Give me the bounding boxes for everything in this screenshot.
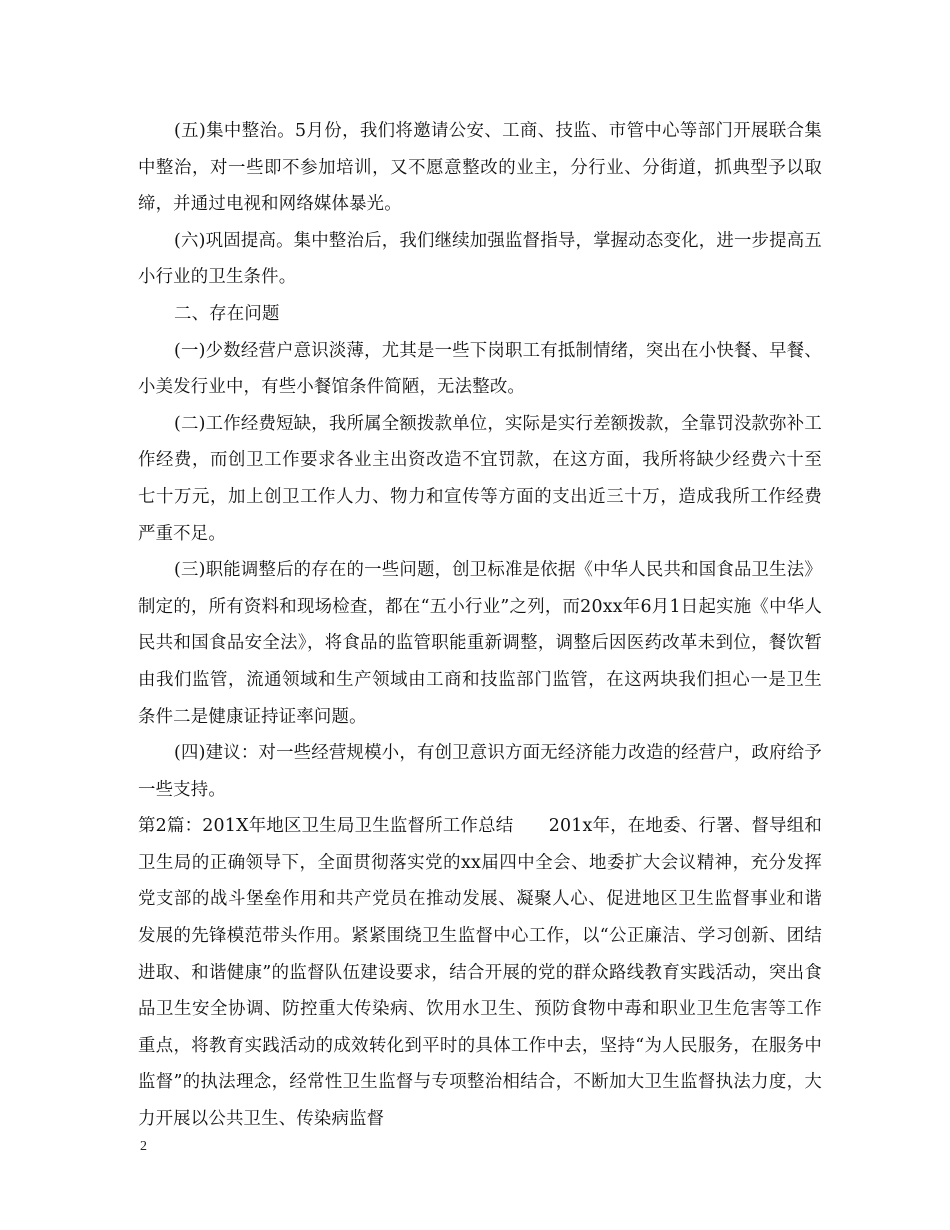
document-body bbox=[138, 113, 822, 1138]
paragraph-suggestion: (四)建议：对一些经营规模小，有创卫意识方面无经济能力改造的经营户，政府给予一些支持。 bbox=[138, 743, 822, 800]
paragraph-article-2-summary: 第2篇：201X年地区卫生局卫生监督所工作总结 201x年，在地委、行署、督导组和卫生局的正确领导下，全面贯彻落实党的xx届四中全会、地委扩大会议精神，充分发挥党支部的战斗堡垒作用和共产党员在推动发展、凝聚人心、促进地区卫生监督事业和谐发展的先锋模范带头作用。紧紧围绕卫生监督中心工作，以“公正廉洁、学习创新、团结进取、和谐健康”的监督队伍建设要求，结合开展的党的群众路线教育实践活动，突出食品卫生安全协调、防控重大传染病、饮用水卫生、预防食物中毒和职业卫生危害等工作重点，将教育实践活动的成效转化到平时的具体工作中去，坚持“为人民服务，在服务中监督”的执法理念，经常性卫生监督与专项整治相结合，不断加大卫生监督执法力度，大力开展以公共卫生、传染病监督 bbox=[138, 816, 822, 1130]
paragraph-problem-function-adjustment: (三)职能调整后的存在的一些问题，创卫标准是依据《中华人民共和国食品卫生法》制定的，所有资料和现场检查，都在“五小行业”之列，而20xx年6月1日起实施《中华人民共和国食品安全法》，将食品的监管职能重新调整，调整后因医药改革未到位，餐饮暂由我们监管，流通领域和生产领域由工商和技监部门监管，在这两块我们担心一是卫生条件二是健康证持证率问题。 bbox=[138, 560, 822, 727]
paragraph-centralized-rectification: (五)集中整治。5月份，我们将邀请公安、工商、技监、市管中心等部门开展联合集中整治，对一些即不参加培训，又不愿意整改的业主，分行业、分街道，抓典型予以取缔，并通过电视和网络媒体暴光。 bbox=[138, 121, 822, 215]
page-number: 2 bbox=[140, 1139, 147, 1154]
paragraph-problem-awareness: (一)少数经营户意识淡薄，尤其是一些下岗职工有抵制情绪，突出在小快餐、早餐、小美发行业中，有些小餐馆条件简陋，无法整改。 bbox=[138, 340, 822, 398]
paragraph-consolidation: (六)巩固提高。集中整治后，我们继续加强监督指导，掌握动态变化，进一步提高五小行业的卫生条件。 bbox=[138, 230, 822, 288]
section-heading-existing-problems: 二、存在问题 bbox=[174, 303, 280, 324]
paragraph-problem-funding: (二)工作经费短缺，我所属全额拨款单位，实际是实行差额拨款，全靠罚没款弥补工作经费，而创卫工作要求各业主出资改造不宜罚款，在这方面，我所将缺少经费六十至七十万元，加上创卫工作人力、物力和宣传等方面的支出近三十万，造成我所工作经费严重不足。 bbox=[138, 413, 822, 544]
